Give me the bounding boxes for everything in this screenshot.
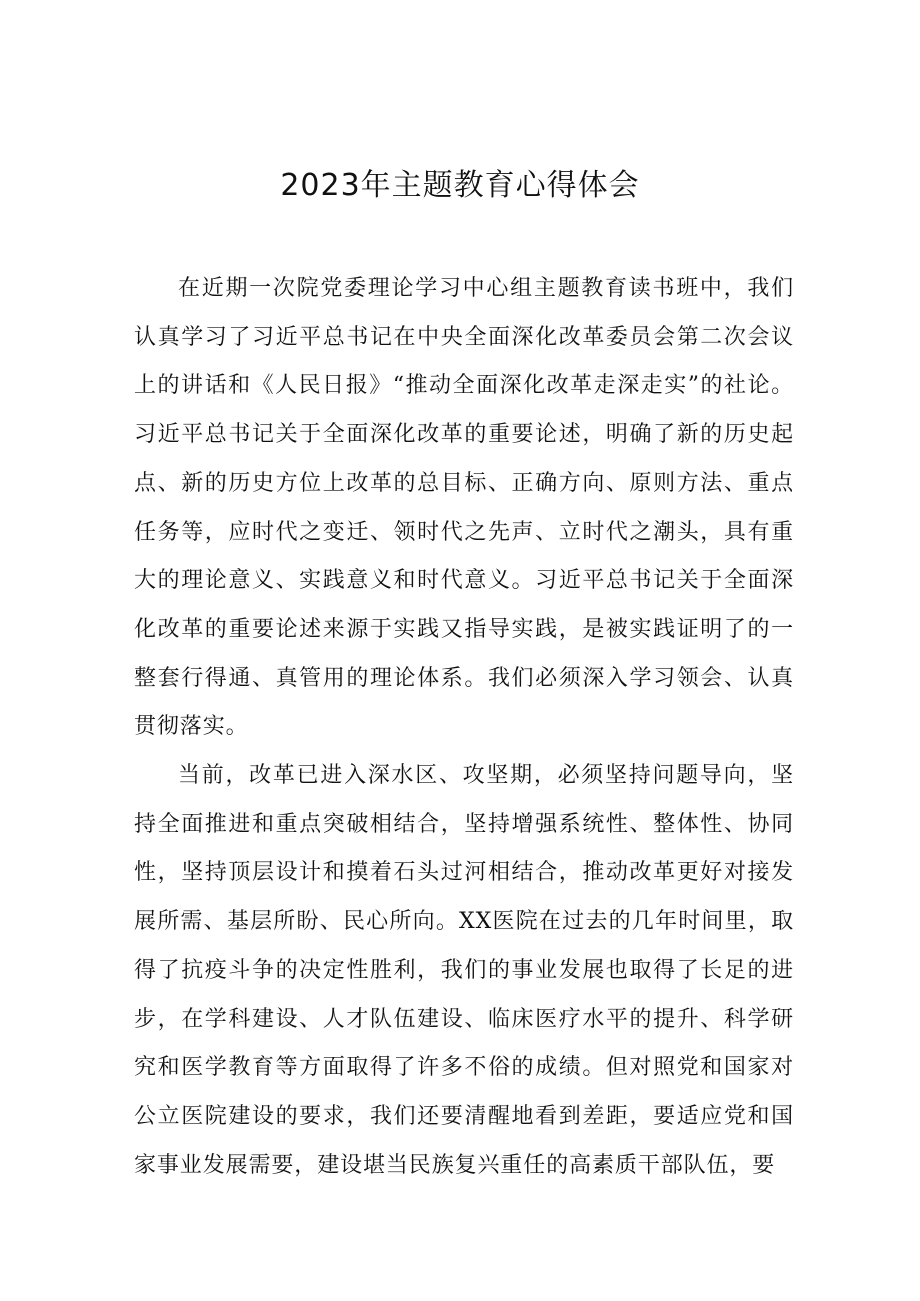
paragraph-1: 在近期一次院党委理论学习中心组主题教育读书班中，我们认真学习了习近平总书记在中央全面深化改革委员会第二次会议上的讲话和《人民日报》“推动全面深化改革走深走实”的社论。习近平总书记关于全面深化改革的重要论述，明确了新的历史起点、新的历史方位上改革的总目标、正确方向、原则方法、重点任务等，应时代之变迁、领时代之先声、立时代之潮头，具有重大的理论意义、实践意义和时代意义。习近平总书记关于全面深化改革的重要论述来源于实践又指导实践，是被实践证明了的一整套行得通、真管用的理论体系。我们必须深入学习领会、认真贯彻落实。	[134, 276, 794, 740]
document-body	[134, 265, 794, 1190]
paragraph-2: 当前，改革已进入深水区、攻坚期，必须坚持问题导向，坚持全面推进和重点突破相结合，坚持增强系统性、整体性、协同性，坚持顶层设计和摸着石头过河相结合，推动改革更好对接发展所需、基层所盼、民心所向。XX医院在过去的几年时间里，取得了抗疫斗争的决定性胜利，我们的事业发展也取得了长足的进步，在学科建设、人才队伍建设、临床医疗水平的提升、科学研究和医学教育等方面取得了许多不俗的成绩。但对照党和国家对公立医院建设的要求，我们还要清醒地看到差距，要适应党和国家事业发展需要，建设堪当民族复兴重任的高素质干部队伍，要	[134, 763, 794, 1178]
document-title: 2023年主题教育心得体会	[280, 168, 640, 203]
